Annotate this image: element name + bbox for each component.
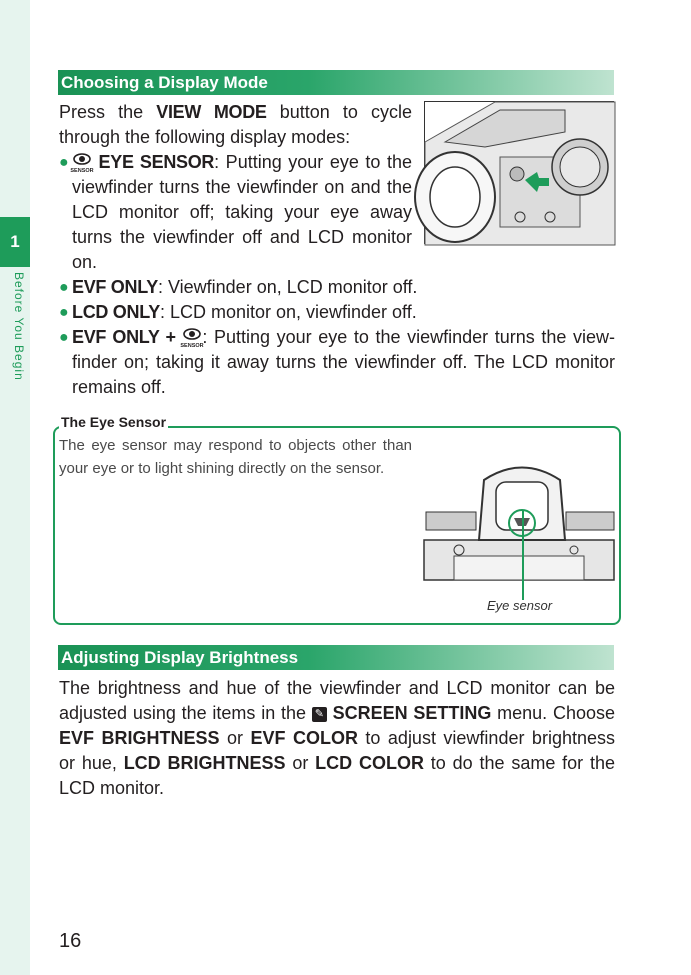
bullet-icon: ●	[59, 304, 69, 321]
mode-item-eye-sensor	[59, 150, 412, 275]
section-header-display-mode: Choosing a Display Mode	[58, 70, 614, 95]
lcd-color-item: LCD COLOR	[315, 753, 424, 773]
intro-text-after: button to cycle through the following display modes:	[59, 102, 412, 147]
mode-description: : Putting your eye to the viewfinder turns the viewfinder on; taking it away turns the viewfinder off. The LCD monitor remains off.	[72, 327, 615, 397]
mode-description: : Putting your eye to the viewfinder turns the viewfinder on and the LCD monitor off; taking your eye away turns the viewfinder off and LCD monitor on.	[72, 152, 412, 272]
chapter-tab	[0, 217, 30, 267]
sensor-icon-label: SENSOR	[180, 343, 204, 350]
bullet-icon: ●	[59, 154, 69, 171]
evf-brightness-item: EVF BRIGHTNESS	[59, 728, 220, 748]
note-title: The Eye Sensor	[61, 414, 167, 430]
mode-item-lcd-only	[59, 300, 615, 325]
camera-view-mode-button-illustration	[424, 101, 614, 244]
brightness-text: The brightness and hue of the viewfinder and LCD monitor can be adjusted using the items in the	[59, 678, 615, 723]
note-text: The eye sensor may respond to objects other than your eye or to light shining directly on the sensor.	[59, 437, 412, 477]
mode-label: EVF ONLY	[72, 277, 158, 297]
intro-text-before: Press the	[59, 102, 157, 122]
brightness-text: or	[219, 728, 251, 748]
brightness-text: to adjust viewfinder brightness or hue,	[59, 728, 615, 773]
eye-sensor-caption: Eye sensor	[487, 598, 553, 613]
mode-item-evf-only	[59, 275, 615, 300]
page-number: 16	[59, 930, 82, 952]
eye-sensor-icon	[182, 327, 202, 349]
brightness-paragraph	[59, 676, 615, 801]
evf-color-item: EVF COLOR	[250, 728, 358, 748]
brightness-text: to do the same for the LCD monitor.	[59, 753, 615, 798]
sidebar-strip	[0, 0, 30, 975]
mode-item-evf-only-eye-sensor	[59, 325, 615, 400]
mode-description: : LCD monitor on, viewfinder off.	[159, 302, 417, 322]
intro-paragraph	[59, 100, 412, 150]
view-mode-key: VIEW MODE	[156, 102, 267, 122]
mode-label: EVF ONLY +	[72, 327, 176, 347]
chapter-label: Before You Begin	[12, 272, 26, 381]
eye-sensor-illustration	[424, 460, 614, 580]
mode-list-bottom	[59, 275, 615, 400]
lcd-brightness-item: LCD BRIGHTNESS	[123, 753, 286, 773]
chapter-number: 1	[10, 232, 20, 251]
eye-sensor-icon	[72, 152, 92, 174]
section-header-brightness: Adjusting Display Brightness	[58, 645, 614, 670]
mode-label: EYE SENSOR	[98, 152, 215, 172]
screen-setting-menu-name: SCREEN SETTING	[332, 703, 492, 723]
mode-label: LCD ONLY	[72, 302, 160, 322]
screen-setting-icon: ✎	[312, 707, 327, 722]
sensor-icon-label: SENSOR	[70, 168, 94, 175]
mode-list-top	[59, 150, 412, 275]
bullet-icon: ●	[59, 329, 69, 346]
bullet-icon: ●	[59, 279, 69, 296]
mode-description: : Viewfinder on, LCD monitor off.	[157, 277, 418, 297]
callout-line	[522, 510, 524, 600]
brightness-text: or	[285, 753, 316, 773]
brightness-text: menu. Choose	[491, 703, 615, 723]
